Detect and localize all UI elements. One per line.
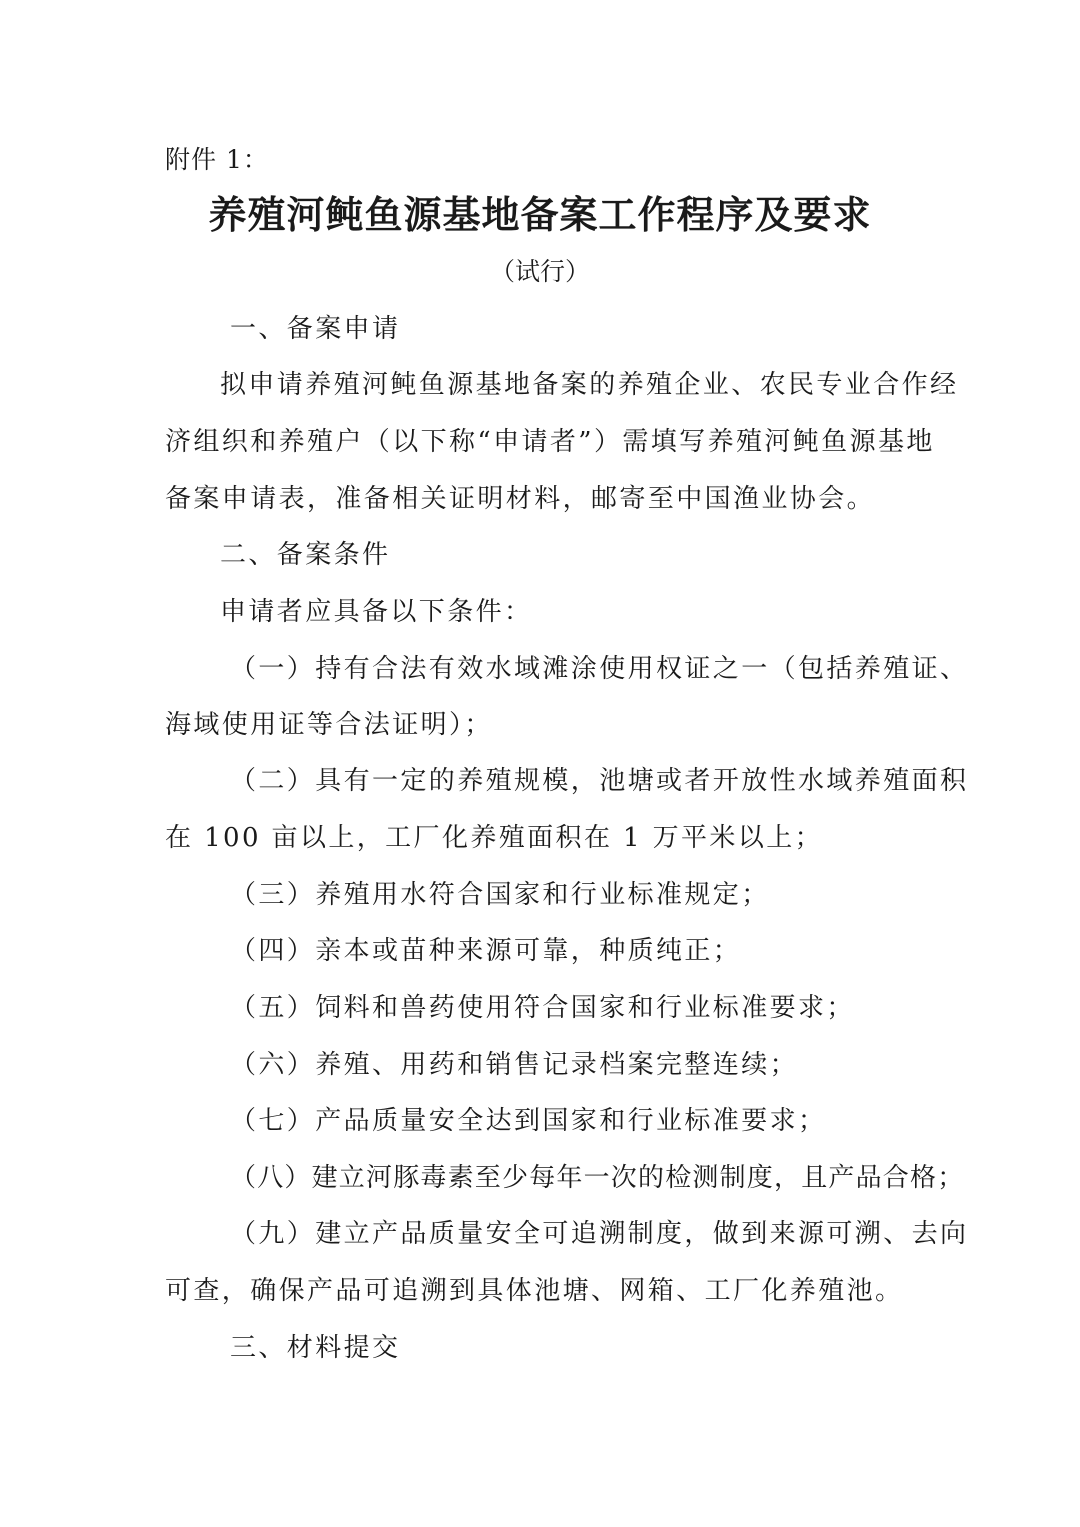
condition-item: （七）产品质量安全达到国家和行业标准要求； — [230, 1106, 827, 1136]
condition-item: （六）养殖、用药和销售记录档案完整连续； — [230, 1050, 799, 1080]
document-title: 养殖河鲀鱼源基地备案工作程序及要求 — [208, 193, 872, 237]
condition-item: （二）具有一定的养殖规模，池塘或者开放性水域养殖面积 — [230, 766, 969, 796]
section-heading-materials: 三、材料提交 — [230, 1333, 401, 1363]
condition-item: （八）建立河豚毒素至少每年一次的检测制度，且产品合格； — [230, 1163, 965, 1193]
paragraph-line: 拟申请养殖河鲀鱼源基地备案的养殖企业、农民专业合作经 — [220, 370, 959, 400]
condition-item: （一）持有合法有效水域滩涂使用权证之一（包括养殖证、 — [230, 654, 969, 684]
document-subtitle: （试行） — [489, 257, 590, 286]
conditions-intro: 申请者应具备以下条件： — [220, 597, 533, 627]
condition-item-continued: 在 100 亩以上，工厂化养殖面积在 1 万平米以上； — [165, 823, 824, 853]
condition-item: （九）建立产品质量安全可追溯制度，做到来源可溯、去向 — [230, 1219, 969, 1249]
condition-item: （四）亲本或苗种来源可靠，种质纯正； — [230, 936, 742, 966]
paragraph-line: 备案申请表，准备相关证明材料，邮寄至中国渔业协会。 — [165, 484, 876, 514]
condition-item: （三）养殖用水符合国家和行业标准规定； — [230, 880, 770, 910]
section-heading-application: 一、备案申请 — [230, 314, 401, 344]
section-heading-conditions: 二、备案条件 — [220, 540, 391, 570]
paragraph-line: 济组织和养殖户（以下称“申请者”）需填写养殖河鲀鱼源基地 — [165, 427, 935, 457]
attachment-label: 附件 1： — [165, 145, 269, 174]
condition-item-continued: 可查，确保产品可追溯到具体池塘、网箱、工厂化养殖池。 — [165, 1276, 904, 1306]
condition-item-continued: 海域使用证等合法证明）； — [165, 710, 493, 740]
condition-item: （五）饲料和兽药使用符合国家和行业标准要求； — [230, 993, 855, 1023]
